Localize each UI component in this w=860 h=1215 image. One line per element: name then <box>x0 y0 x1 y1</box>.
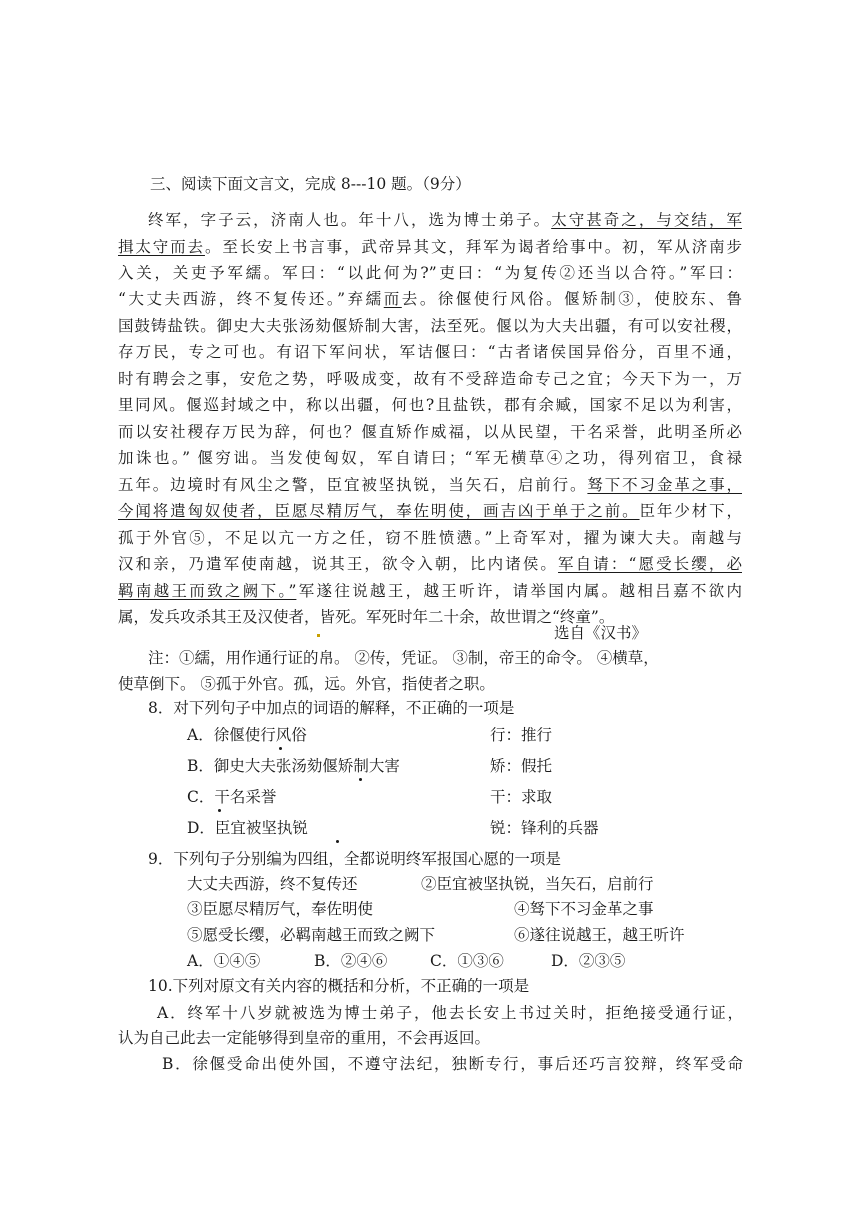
passage-line <box>118 527 742 549</box>
passage-line <box>118 580 742 602</box>
q8-gloss-b: 矫：假托 <box>490 757 553 775</box>
q8-option-a: A．徐偃使行风俗 <box>187 726 307 744</box>
underlined-text: 太守甚奇之，与交结，军 <box>551 211 742 229</box>
underlined-text: 军自请：“愿受长缨，必 <box>558 555 742 573</box>
q9-item: ⑥遂往说越王，越王听许 <box>514 926 685 944</box>
passage-text: 臣年少材下， <box>639 502 742 520</box>
q9-item: ⑤愿受长缨，必羁南越王而致之阙下 <box>187 926 436 944</box>
q8-gloss-d: 锐：锋利的兵器 <box>490 819 599 837</box>
question-9-stem: 9．下列句子分别编为四组，全都说明终军报国心愿的一项是 <box>148 850 561 868</box>
q9-item: 大丈夫西游，终不复传还 <box>187 875 358 893</box>
passage-text: 入关，关吏予军繻。军曰：“以此何为?”吏曰：“为复传②还当以合符。”军曰： <box>118 264 742 282</box>
passage-line <box>118 500 742 522</box>
notes-line: 注：①繻，用作通行证的帛。 ②传，凭证。 ③制，帝王的命令。 ④横草， <box>148 649 659 667</box>
q9-item: ③臣愿尽精厉气，奉佐明使 <box>187 900 374 918</box>
q8-gloss-a: 行：推行 <box>490 726 553 744</box>
q9-item: ④驽下不习金革之事 <box>514 900 654 918</box>
q9-choice-b: B．②④⑥ <box>314 952 388 970</box>
q10-option-a-cont: 认为自己此去一定能够得到皇帝的重用，不会再返回。 <box>118 1029 491 1047</box>
q9-choice-a: A．①④⑤ <box>187 952 261 970</box>
passage-text: 里同风。偃巡封域之中，称以出疆，何也?且盐铁，郡有余臧，国家不足以为利害， <box>118 396 742 414</box>
source-citation: 选自《汉书》 <box>554 624 648 642</box>
passage-line <box>118 315 742 337</box>
passage-text: 五年。边境时有风尘之警，臣宜被坚执锐，当矢石，启前行。 <box>118 476 588 494</box>
question-10-stem: 10.下列对原文有关内容的概括和分析，不正确的一项是 <box>148 977 530 995</box>
underlined-text: 羁南越王而致之阙下。” <box>118 582 297 600</box>
emphasis-dot <box>279 747 282 750</box>
passage-line <box>118 236 742 258</box>
passage-text: 国鼓铸盐铁。御史大夫张汤劾偃矫制大害，法至死。偃以为大夫出疆，有可以安社稷， <box>118 317 742 335</box>
q10-option-b <box>162 1053 743 1075</box>
passage-text: “大丈夫西游，终不复传还。”弃繻 <box>118 290 384 308</box>
passage-text: 属，发兵攻杀其王及汉使者，皆死。军死时年二十余，故世谓之“终童”。 <box>118 608 615 626</box>
underlined-text: 今闻将遣匈奴使者，臣愿尽精厉气，奉佐明使，画吉凶于单于之前。 <box>118 502 640 520</box>
question-8-stem: 8．对下列句子中加点的词语的解释，不正确的一项是 <box>148 699 515 717</box>
passage-text: 加诛也。” 偃穷诎。当发使匈奴，军自请曰；“军无横草④之功，得列宿卫，食禄 <box>118 449 742 467</box>
passage-text: 终军，字子云，济南人也。年十八，选为博士弟子。 <box>148 211 552 229</box>
passage-line <box>148 209 742 231</box>
emphasis-dot <box>218 809 221 812</box>
passage-text: 时有聘会之事，安危之势，呼吸成变，故有不受辞造命专己之宜；今天下为一，万 <box>118 370 742 388</box>
passage-line <box>118 474 742 496</box>
emphasis-dot <box>359 778 362 781</box>
section-heading: 三、阅读下面文言文，完成 8---10 题。（9分） <box>150 175 471 193</box>
passage-line <box>118 421 742 443</box>
q8-option-b: B．御史大夫张汤劾偃矫制大害 <box>187 757 400 775</box>
stray-dot <box>317 634 320 637</box>
q10-option-a-text: A．终军十八岁就被选为博士弟子，他去长安上书过关时，拒绝接受通行证， <box>157 1004 743 1022</box>
underlined-text: 而 <box>383 290 402 308</box>
passage-line <box>118 447 742 469</box>
passage-line <box>118 341 742 363</box>
passage-line <box>118 553 742 575</box>
passage-text: 而以安社稷存万民为辞，何也？偃直矫作威福，以从民望，干名采誉，此明圣所必 <box>118 423 742 441</box>
q8-option-d: D．臣宜被坚执锐 <box>187 819 308 837</box>
passage-text: 存万民，专之可也。有诏下军问状，军诘偃曰：“古者诸侯国异俗分，百里不通， <box>118 343 742 361</box>
passage-line <box>118 606 614 628</box>
underlined-text: 驽下不习金革之事， <box>587 476 742 494</box>
passage-line <box>118 394 742 416</box>
notes-line: 使草倒下。 ⑤孤于外官。孤，远。外官，指使者之职。 <box>118 675 495 693</box>
passage-text: 汉和亲，乃遣军使南越，说其王，欲令入朝，比内诸侯。 <box>118 555 559 573</box>
q8-option-c: C．干名采誉 <box>187 788 277 806</box>
passage-text: 孤于外官⑤，不足以亢一方之任，窃不胜愤懑。”上奇军对，擢为谏大夫。南越与 <box>118 529 742 547</box>
passage-text: 去。徐偃使行风俗。偃矫制③，使胶东、鲁 <box>401 290 742 308</box>
emphasis-dot <box>336 840 339 843</box>
q10-option-a <box>157 1002 743 1024</box>
passage-line <box>118 368 742 390</box>
passage-text: 军遂往说越王，越王听许，请举国内属。越相吕嘉不欲内 <box>296 582 742 600</box>
passage-line <box>118 288 742 310</box>
q10-option-b-text: B．徐偃受命出使外国，不遵守法纪，独断专行，事后还巧言狡辩，终军受命 <box>162 1055 743 1073</box>
q8-gloss-c: 干：求取 <box>490 788 553 806</box>
q9-choice-d: D．②③⑤ <box>551 952 626 970</box>
passage-line <box>118 262 742 284</box>
passage-text: 。至长安上书言事，武帝异其文，拜军为谒者给事中。初，军从济南步 <box>204 238 742 256</box>
q9-choice-c: C．①③⑥ <box>430 952 504 970</box>
underlined-text: 揖太守而去 <box>118 238 205 256</box>
q9-item: ②臣宜被坚执锐，当矢石，启前行 <box>421 875 654 893</box>
